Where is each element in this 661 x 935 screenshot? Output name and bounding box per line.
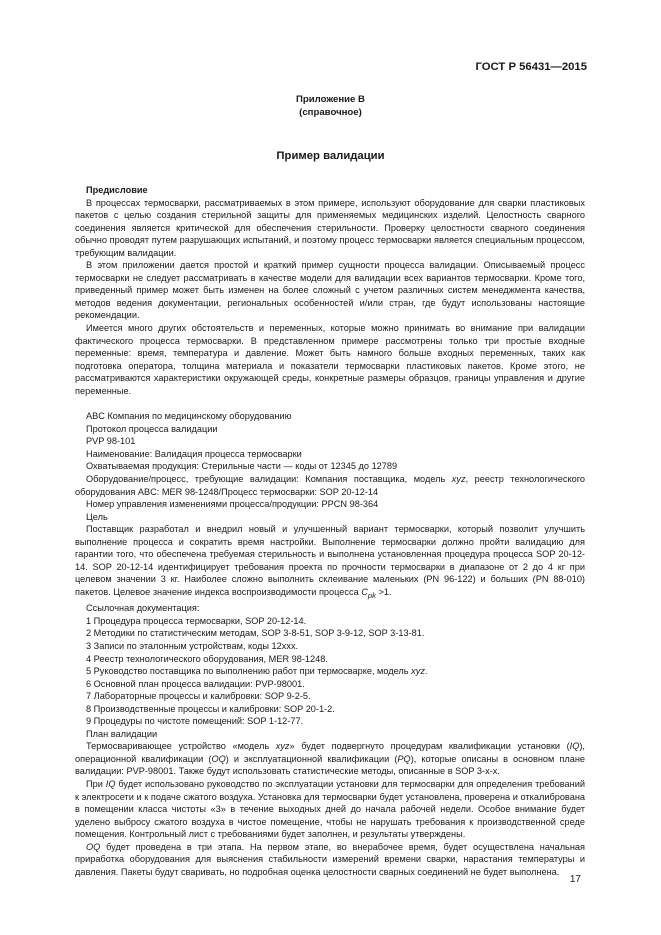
text-run-italic: PQ [397, 753, 411, 764]
text-run: ), которые описаны в основном плане валидации: PVP-98001. Также будут использовать статистические методы, описанные в SOP 3-x-x. [75, 753, 586, 777]
cpk-subscript-text: pk [367, 590, 377, 600]
protocol-scope: Охватываемая продукция: Стерильные части — коды от 12345 до 12789 [86, 461, 398, 472]
reference-item: 8 Производственные процессы и калибровки: SOP 20-1-2. [86, 703, 335, 714]
annex-title: Приложение В [296, 94, 365, 105]
protocol-equipment [75, 473, 585, 498]
text-run-italic: OQ [86, 841, 101, 852]
reference-item: 1 Процедура процесса термосварки, SOP 20-12-14. [86, 615, 307, 626]
text-run: При [86, 778, 106, 789]
protocol-title: Наименование: Валидация процесса термосварки [86, 448, 302, 459]
text-run: будет использовано руководство по эксплуатации установки для термосварки для определения требований к электросети и к подаче сжатого воздуха. Установка для термосварки будет установлена, проверена и откалибрована в помещении класса чистоты «3» в течение выходных дней до начала рабочей недели. Особое внимание будет уделено выбросу сжатого воздуха в чистое помещение, чтобы не нарушать требования к производственной среде помещения. Контрольный лист с требованиями будет заполнен, и результаты утверждены. [75, 778, 585, 840]
reference-item [75, 665, 585, 678]
reference-item: 7 Лабораторные процессы и калибровки: SOP 9-2-5. [86, 691, 311, 702]
plan-paragraph-2 [75, 778, 585, 841]
reference-item: 6 Основной план процесса валидации: PVP-98001. [86, 678, 305, 689]
standard-number: ГОСТ Р 56431—2015 [475, 61, 587, 73]
protocol-code: PVP 98-101 [86, 436, 136, 447]
protocol-change-number: Номер управления изменениями процесса/продукции: PPCN 98-364 [86, 499, 379, 510]
cpk-symbol: C [361, 586, 368, 597]
text-run-italic: IQ [105, 778, 116, 789]
references-label: Ссылочная документация: [86, 603, 200, 614]
text-run: ), операционной квалификации ( [75, 741, 585, 764]
plan-label: План валидации [86, 728, 158, 739]
preface-paragraph-3: Имеется много других обстоятельств и переменных, которые можно принимать во внимание при валидации фактического процесса термосварки. В представленном примере рассмотрены только три простые входные переменные: время, температура и давление. Может быть намного больше входных переменных, таких как подготовка оператора, толщина материала и показатели термосварки пластиковых пакетов. Кроме этого, не рассматриваются характеристики окружающей среды, конкретные размеры образцов, границы управления и другие переменные. [75, 323, 585, 396]
text-run: Оборудование/процесс, требующие валидации: Компания поставщика, модель [86, 474, 452, 485]
text-run-italic: xyz [451, 474, 466, 485]
text-run: » будет подвергнуто процедурам квалификации установки ( [289, 741, 570, 752]
protocol-goal-label: Цель [86, 511, 108, 522]
text-run-italic: IQ [569, 741, 580, 752]
preface-paragraph-1: В процессах термосварки, рассматриваемых в этом примере, используют оборудование для сварки пластиковых пакетов с целью создания стерильной защиты для применяемых медицинских изделий. Целостность сварного соединения является критической для обеспечения стерильности. Проверку целостности сварного соединения обычно проводят путем разрушающих испытаний, и поэтому процесс термосварки является специальным процессом, требующим валидации. [75, 197, 585, 258]
protocol-name: Протокол процесса валидации [86, 423, 218, 434]
reference-item: 9 Процедуры по чистоте помещений: SOP 1-12-77. [86, 716, 304, 727]
text-run: Термосваривающее устройство «модель [86, 741, 276, 752]
text-run: ) и эксплуатационной квалификации ( [225, 753, 398, 764]
cpk-subscript [368, 591, 376, 600]
text-run: 5 Руководство поставщика по выполнению работ при термосварке, модель [86, 666, 412, 677]
plan-paragraph-3 [75, 841, 585, 879]
reference-item: 4 Реестр технологического оборудования, MER 98-1248. [86, 653, 328, 664]
reference-item: 3 Записи по эталонным устройствам, коды 12xxx. [86, 640, 299, 651]
page-number: 17 [569, 874, 581, 885]
preface-heading: Предисловие [86, 185, 148, 195]
text-run-italic: OQ [211, 753, 226, 764]
plan-paragraph-1 [75, 740, 585, 778]
reference-item: 2 Методики по статистическим методам, SOP 3-8-51, SOP 3-9-12, SOP 3-13-81. [86, 628, 425, 639]
text-run: Поставщик разработал и внедрил новый и улучшенный вариант термосварки, который позволит улучшить выполнение процесса и сократить время настройки. Выполнение термосварки должно пройти валидацию для гарантии того, что обеспечена требуемая стерильность и выполнена установленная процедура процесса SOP 20-12-14. SOP 20-12-14 идентифицирует требования проекта по прочности термосварки в диапазоне от 2 до 4 кг при целевом значении 3 кг. Наиболее сложно выполнить склеивание маленьких (PN 96-122) и больших (PN 88-010) пакетов. Целевое значение индекса воспроизводимости процесса [75, 524, 585, 597]
text-run: будет проведена в три этапа. На первом этапе, во внерабочее время, будет осуществлена начальная приработка оборудования для выяснения стабильности измерений времени сварки, нарастания температуры и давления. Пакеты будут сваривать, но подробная оценка целостности сварных соединений не будет выполнена. [75, 841, 585, 877]
protocol-goal-text [75, 523, 585, 602]
text-run-italic: xyz [275, 741, 290, 752]
preface-paragraph-2: В этом приложении дается простой и краткий пример сущности процесса валидации. Описываемый процесс термосварки не следует рассматривать в качестве модели для валидации всех вариантов термосварки. Кроме того, приведенный пример может быть изменен на более сложный с учетом различных систем менеджмента качества, методов ведения документации, региональных особенностей и/или стран, где будут использованы настоящие рекомендации. [75, 260, 585, 321]
text-run: . [424, 666, 428, 677]
text-run-italic: xyz [411, 666, 425, 677]
annex-heading [0, 93, 661, 119]
annex-type: (справочное) [299, 107, 362, 118]
protocol-company: ABC Компания по медицинскому оборудованию [86, 411, 292, 422]
text-run: >1. [376, 586, 392, 597]
text-run: , реестр технологического оборудования ABC: MER 98-1248/Процесс термосварки: SOP 20-12-14 [75, 474, 585, 497]
document-title: Пример валидации [276, 150, 385, 162]
document-body [75, 184, 585, 878]
